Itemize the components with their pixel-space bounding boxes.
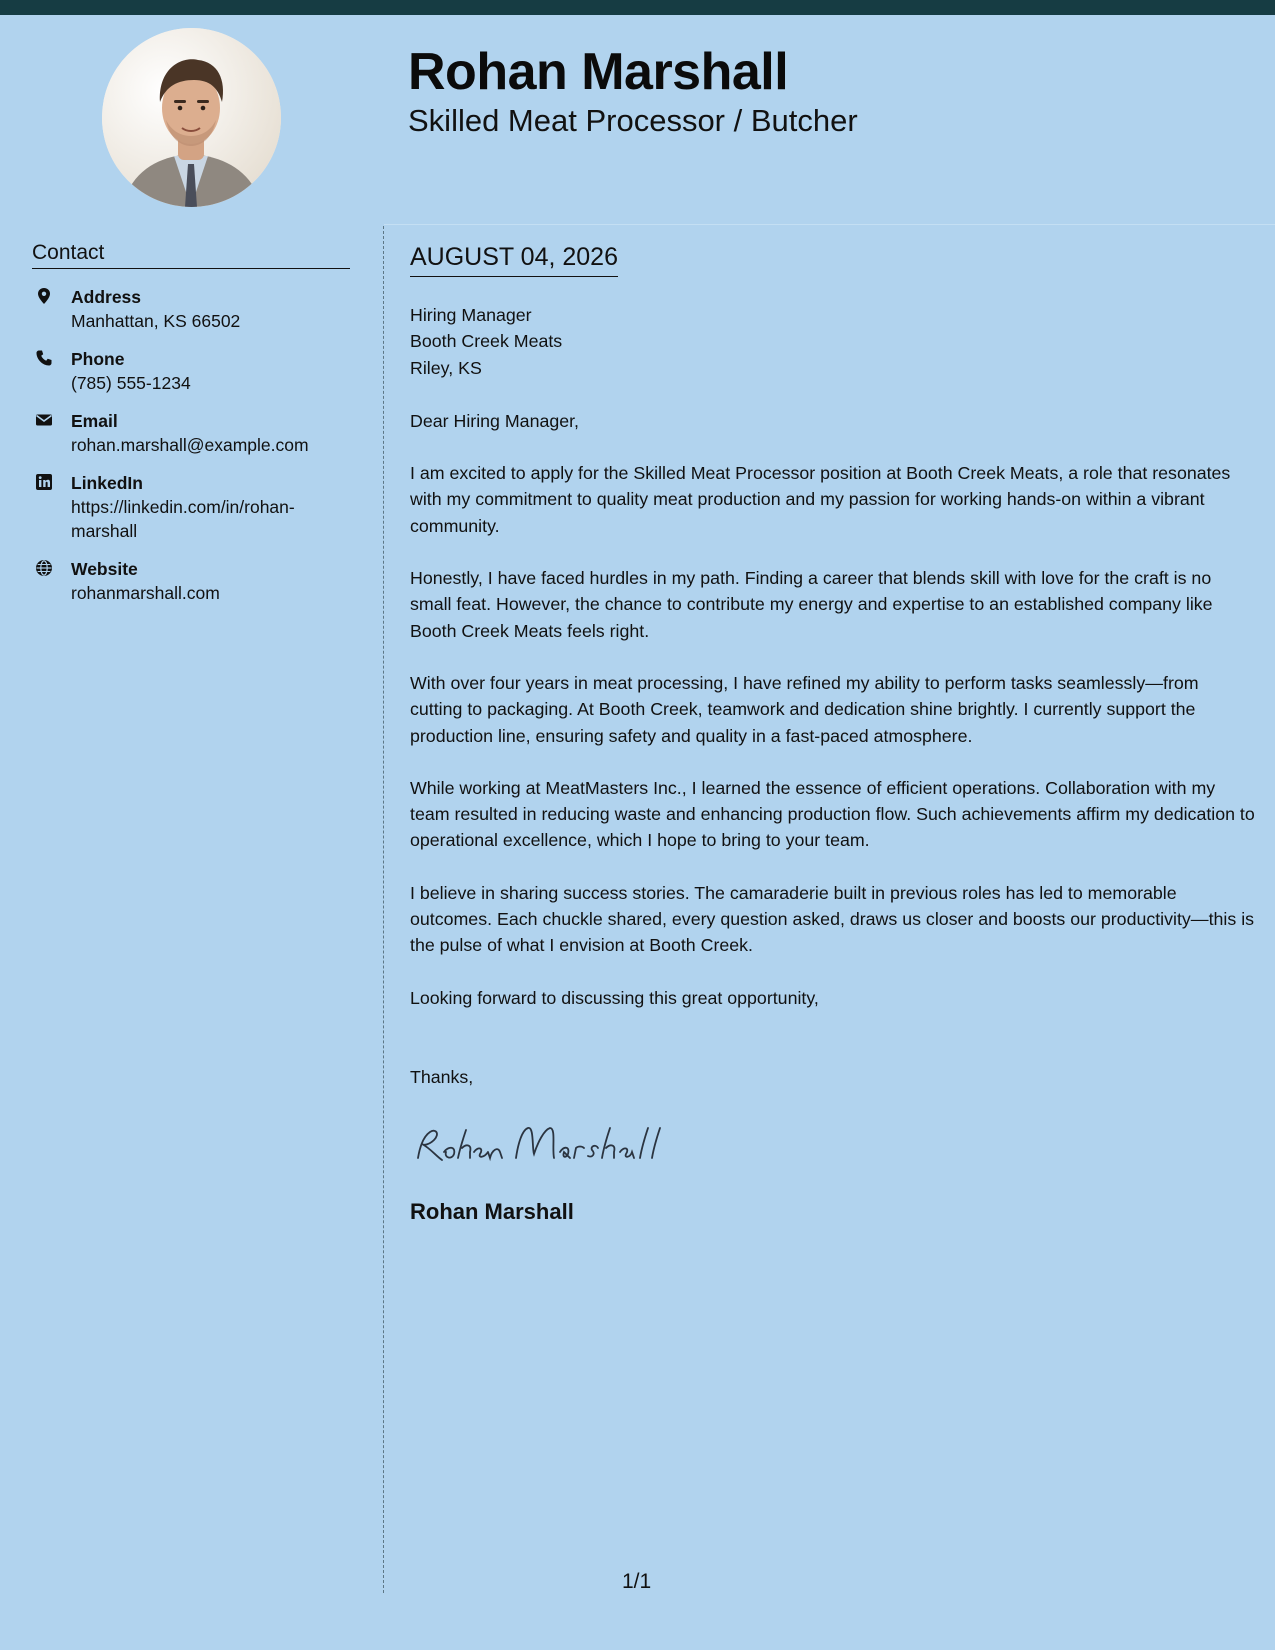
contact-address: [32, 285, 350, 333]
envelope-icon: [35, 411, 53, 429]
contact-value: rohan.marshall@example.com: [71, 435, 309, 455]
contact-value: rohanmarshall.com: [71, 583, 220, 603]
letter-paragraph: I believe in sharing success stories. The camaraderie built in previous roles has led to memorable outcomes. Each chuckle shared, every question asked, draws us closer and boosts our productivity—this is the pulse of what I envision at Booth Creek.: [410, 882, 1255, 956]
page-indicator: 1/1: [622, 1570, 652, 1593]
header-divider: [384, 224, 1275, 225]
recipient-block: [410, 302, 1255, 381]
recipient-line: Hiring Manager: [410, 305, 532, 325]
contact-phone: [32, 347, 350, 395]
profile-photo: [102, 28, 281, 207]
signoff: Thanks,: [410, 1066, 474, 1087]
map-pin-icon: [35, 287, 53, 305]
linkedin-icon: [35, 473, 53, 491]
phone-icon: [35, 349, 53, 367]
letter-paragraph: I am excited to apply for the Skilled Meat Processor position at Booth Creek Meats, a role that resonates with my commitment to quality meat production and my passion for working hands-on within a vibrant community.: [410, 463, 1231, 536]
letter-paragraph: With over four years in meat processing, I have refined my ability to perform tasks seamlessly—from cutting to packaging. At Booth Creek, teamwork and dedication shine brightly. I currently support the production line, ensuring safety and quality in a fast-paced atmosphere.: [410, 672, 1199, 746]
contact-website: [32, 557, 350, 605]
contact-label: Phone: [71, 349, 125, 369]
contact-linkedin: [32, 471, 350, 543]
contact-label: LinkedIn: [71, 473, 143, 493]
closing-line: Looking forward to discussing this great opportunity,: [410, 987, 819, 1008]
contact-email: [32, 409, 350, 457]
top-accent-bar: [0, 0, 1275, 15]
contact-label: Email: [71, 411, 118, 431]
contact-value: https://linkedin.com/in/rohan-marshall: [71, 497, 295, 541]
recipient-line: Booth Creek Meats: [410, 331, 563, 352]
salutation: Dear Hiring Manager,: [410, 410, 579, 431]
contact-heading: Contact: [32, 241, 350, 269]
signed-name: Rohan Marshall: [410, 1199, 574, 1225]
recipient-line: Riley, KS: [410, 357, 482, 378]
letter-date: AUGUST 04, 2026: [410, 243, 618, 277]
letter-body: [410, 302, 1255, 1226]
contact-label: Website: [71, 559, 138, 579]
contact-label: Address: [71, 287, 142, 307]
job-title: Skilled Meat Processor / Butcher: [408, 103, 858, 138]
letter-paragraph: Honestly, I have faced hurdles in my path. Finding a career that blends skill with love for the craft is no small feat. However, the chance to contribute my energy and expertise to an established company like Booth Creek Meats feels right.: [410, 568, 1213, 641]
handwritten-signature: [410, 1118, 1255, 1173]
globe-icon: [35, 559, 53, 577]
contact-value: Manhattan, KS 66502: [71, 311, 241, 331]
letter-paragraph: While working at MeatMasters Inc., I learned the essence of efficient operations. Collaboration with my team resulted in reducing waste and enhancing production flow. Such achievements affirm my dedication to operational excellence, which I hope to bring to your team.: [410, 777, 1255, 851]
contact-list: [32, 285, 350, 619]
candidate-name: Rohan Marshall: [408, 43, 789, 101]
contact-value: (785) 555-1234: [71, 373, 191, 393]
column-divider: [383, 226, 384, 1593]
